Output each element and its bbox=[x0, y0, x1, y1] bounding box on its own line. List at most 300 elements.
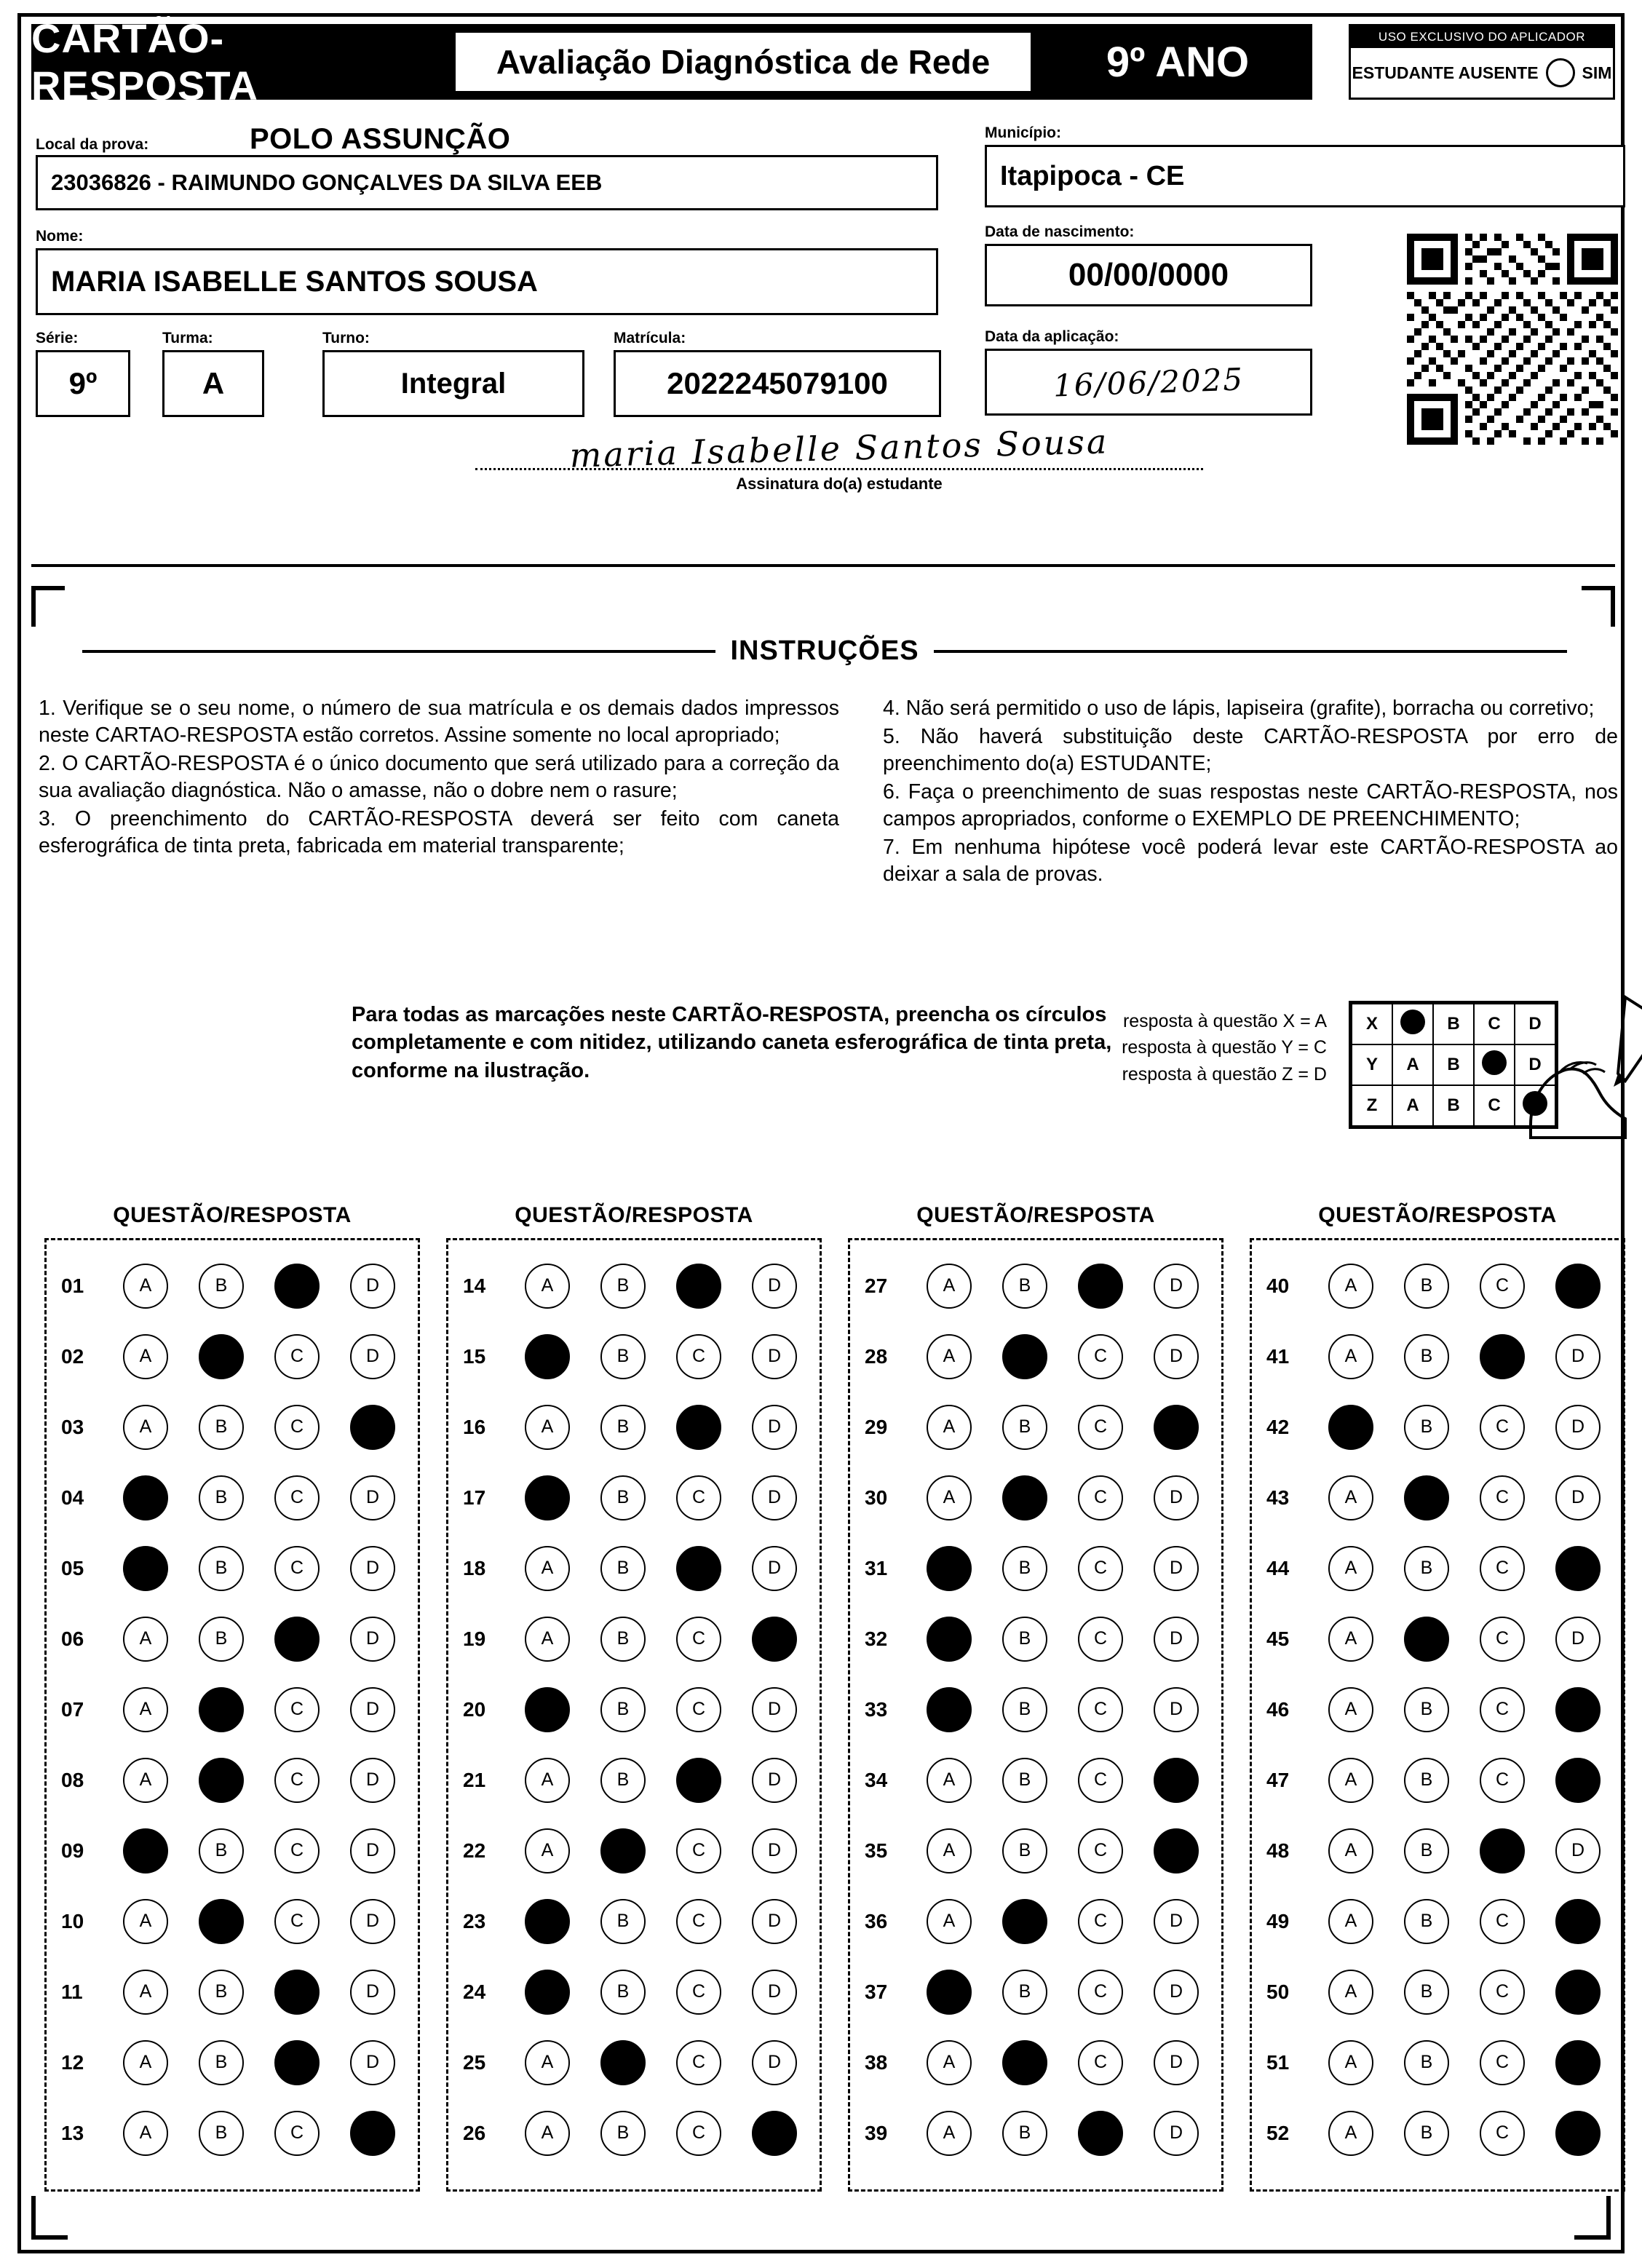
answer-bubble-a[interactable]: A bbox=[1328, 1687, 1373, 1732]
fill-example-legend-line: resposta à questão X = A bbox=[1122, 1011, 1327, 1031]
answer-bubble-a[interactable]: A bbox=[525, 1546, 570, 1591]
answer-bubble-c[interactable]: C bbox=[1480, 2040, 1525, 2085]
answer-bubble-c[interactable]: C bbox=[1480, 1758, 1525, 1803]
answer-bubble-c[interactable]: C bbox=[676, 1334, 721, 1379]
fill-example-row-label: X bbox=[1352, 1004, 1392, 1044]
question-number: 37 bbox=[865, 1980, 888, 2003]
answer-bubble-d[interactable]: D bbox=[752, 1758, 797, 1803]
question-number: 47 bbox=[1266, 1768, 1290, 1791]
answer-bubble-b[interactable]: B bbox=[199, 1264, 244, 1309]
answer-bubble-d[interactable]: D bbox=[1555, 1405, 1601, 1450]
absent-row[interactable] bbox=[1351, 48, 1613, 98]
option-group bbox=[509, 1264, 812, 1309]
question-number: 13 bbox=[61, 2121, 84, 2144]
fill-example-bubble-marked bbox=[1474, 1044, 1515, 1085]
answer-bubble-b[interactable]: B bbox=[1002, 1758, 1047, 1803]
option-group bbox=[911, 1899, 1214, 1944]
answer-bubble-a[interactable]: A bbox=[927, 1405, 972, 1450]
answer-bubble-a[interactable]: A bbox=[927, 1828, 972, 1874]
question-number: 19 bbox=[463, 1627, 486, 1650]
fill-example-bubble: D bbox=[1515, 1004, 1555, 1044]
question-row bbox=[456, 1886, 812, 1956]
answer-bubble-d[interactable] bbox=[1154, 1828, 1199, 1874]
answer-bubble-d[interactable]: D bbox=[350, 1970, 395, 2015]
option-group bbox=[1313, 1828, 1616, 1874]
fill-example-bubble: B bbox=[1433, 1085, 1474, 1126]
answer-bubble-b[interactable] bbox=[1002, 2040, 1047, 2085]
answer-bubble-c[interactable]: C bbox=[274, 1687, 320, 1732]
answer-bubble-a[interactable]: A bbox=[1328, 1899, 1373, 1944]
question-row bbox=[857, 1674, 1214, 1745]
question-row bbox=[54, 1462, 410, 1533]
question-row bbox=[456, 1674, 812, 1745]
answer-bubble-b[interactable]: B bbox=[1002, 1546, 1047, 1591]
answer-bubble-b[interactable] bbox=[1002, 1475, 1047, 1520]
answer-bubble-d[interactable]: D bbox=[1154, 1970, 1199, 2015]
answer-bubble-a[interactable]: A bbox=[927, 2111, 972, 2156]
answer-bubble-d[interactable]: D bbox=[1154, 2111, 1199, 2156]
answer-bubble-b[interactable]: B bbox=[199, 1828, 244, 1874]
answer-bubble-c[interactable]: C bbox=[1480, 1405, 1525, 1450]
answer-bubble-d[interactable]: D bbox=[350, 1475, 395, 1520]
option-group bbox=[108, 1828, 410, 1874]
answer-bubble-a[interactable] bbox=[525, 1334, 570, 1379]
answer-bubble-c[interactable]: C bbox=[1078, 1828, 1123, 1874]
answer-bubble-d[interactable] bbox=[752, 2111, 797, 2156]
answer-bubble-d[interactable]: D bbox=[1555, 1617, 1601, 1662]
answer-bubble-d[interactable]: D bbox=[1154, 1617, 1199, 1662]
answer-bubble-c[interactable]: C bbox=[1480, 1899, 1525, 1944]
question-number: 01 bbox=[61, 1274, 84, 1297]
answer-bubble-b[interactable]: B bbox=[600, 1899, 646, 1944]
absent-bubble-icon[interactable] bbox=[1546, 58, 1575, 87]
answer-bubble-a[interactable]: A bbox=[525, 1264, 570, 1309]
answer-bubble-d[interactable] bbox=[1154, 1405, 1199, 1450]
answer-bubble-d[interactable]: D bbox=[1555, 1334, 1601, 1379]
answer-bubble-d[interactable] bbox=[350, 2111, 395, 2156]
answer-bubble-c[interactable] bbox=[274, 1264, 320, 1309]
answer-bubble-b[interactable] bbox=[199, 1899, 244, 1944]
instructions-column-left bbox=[39, 695, 839, 861]
answer-bubble-d[interactable] bbox=[1555, 1758, 1601, 1803]
answer-bubble-d[interactable]: D bbox=[350, 1899, 395, 1944]
answer-bubble-b[interactable] bbox=[1002, 1899, 1047, 1944]
question-number: 34 bbox=[865, 1768, 888, 1791]
answer-bubble-c[interactable]: C bbox=[1480, 1617, 1525, 1662]
question-number: 31 bbox=[865, 1556, 888, 1579]
question-row bbox=[54, 1250, 410, 1321]
answer-bubble-b[interactable]: B bbox=[600, 1970, 646, 2015]
answer-bubble-d[interactable] bbox=[1555, 1687, 1601, 1732]
answer-bubble-b[interactable]: B bbox=[199, 2111, 244, 2156]
answer-bubble-d[interactable]: D bbox=[1154, 2040, 1199, 2085]
answer-bubble-c[interactable]: C bbox=[274, 1828, 320, 1874]
answer-bubble-d[interactable]: D bbox=[752, 1334, 797, 1379]
question-row bbox=[857, 1815, 1214, 1886]
answer-bubble-b[interactable]: B bbox=[1404, 1334, 1449, 1379]
answer-bubble-c[interactable]: C bbox=[274, 1758, 320, 1803]
answer-bubble-d[interactable] bbox=[1555, 1546, 1601, 1591]
signature-label: Assinatura do(a) estudante bbox=[736, 475, 943, 493]
answer-bubble-d[interactable] bbox=[1555, 2040, 1601, 2085]
answer-bubble-b[interactable] bbox=[600, 1828, 646, 1874]
question-row bbox=[857, 1603, 1214, 1674]
answer-bubble-d[interactable] bbox=[1555, 2111, 1601, 2156]
answer-bubble-c[interactable]: C bbox=[1480, 1687, 1525, 1732]
answer-bubble-b[interactable] bbox=[1002, 1334, 1047, 1379]
answer-bubble-c[interactable] bbox=[1078, 1264, 1123, 1309]
answer-bubble-c[interactable] bbox=[274, 2040, 320, 2085]
answer-bubble-a[interactable]: A bbox=[123, 1687, 168, 1732]
answer-bubble-d[interactable]: D bbox=[1154, 1899, 1199, 1944]
answer-bubble-b[interactable]: B bbox=[1404, 1828, 1449, 1874]
answer-column-body bbox=[44, 1238, 420, 2192]
answer-bubble-a[interactable]: A bbox=[1328, 1264, 1373, 1309]
answer-bubble-a[interactable] bbox=[927, 1970, 972, 2015]
applicator-box bbox=[1349, 24, 1615, 100]
answer-bubble-b[interactable]: B bbox=[1002, 1405, 1047, 1450]
answer-bubble-a[interactable] bbox=[1328, 1405, 1373, 1450]
answer-bubble-d[interactable]: D bbox=[350, 1546, 395, 1591]
answer-bubble-c[interactable] bbox=[676, 1546, 721, 1591]
option-group bbox=[108, 1617, 410, 1662]
answer-bubble-d[interactable]: D bbox=[752, 1475, 797, 1520]
fill-example-bubble: B bbox=[1433, 1004, 1474, 1044]
question-number: 50 bbox=[1266, 1980, 1290, 2003]
answer-bubble-c[interactable]: C bbox=[676, 1899, 721, 1944]
answer-bubble-d[interactable]: D bbox=[1154, 1264, 1199, 1309]
answer-bubble-d[interactable]: D bbox=[752, 1546, 797, 1591]
answer-bubble-b[interactable]: B bbox=[600, 1758, 646, 1803]
answer-bubble-c[interactable]: C bbox=[1078, 1617, 1123, 1662]
answer-bubble-a[interactable]: A bbox=[927, 1264, 972, 1309]
fill-example-legend-line: resposta à questão Z = D bbox=[1122, 1063, 1327, 1085]
answer-bubble-d[interactable]: D bbox=[1154, 1334, 1199, 1379]
answer-bubble-a[interactable]: A bbox=[1328, 1970, 1373, 2015]
answer-bubble-d[interactable] bbox=[1555, 1899, 1601, 1944]
answer-bubble-c[interactable]: C bbox=[274, 2111, 320, 2156]
answer-bubble-b[interactable] bbox=[600, 2040, 646, 2085]
answer-bubble-b[interactable]: B bbox=[1404, 1899, 1449, 1944]
answer-bubble-a[interactable]: A bbox=[123, 1758, 168, 1803]
answer-bubble-b[interactable]: B bbox=[199, 1546, 244, 1591]
answer-bubble-b[interactable]: B bbox=[1404, 1758, 1449, 1803]
answer-bubble-c[interactable]: C bbox=[1078, 1546, 1123, 1591]
answer-bubble-b[interactable]: B bbox=[1404, 2111, 1449, 2156]
answer-bubble-b[interactable]: B bbox=[600, 1687, 646, 1732]
answer-bubble-a[interactable] bbox=[123, 1546, 168, 1591]
turno-label: Turno: bbox=[322, 330, 370, 346]
option-group bbox=[509, 1405, 812, 1450]
answer-bubble-a[interactable]: A bbox=[927, 1899, 972, 1944]
answer-bubble-c[interactable] bbox=[1480, 1334, 1525, 1379]
answer-bubble-a[interactable]: A bbox=[123, 1899, 168, 1944]
answer-bubble-b[interactable]: B bbox=[600, 1334, 646, 1379]
answer-bubble-b[interactable]: B bbox=[1404, 1546, 1449, 1591]
answer-bubble-c[interactable]: C bbox=[676, 1617, 721, 1662]
answer-bubble-a[interactable]: A bbox=[123, 1264, 168, 1309]
answer-bubble-c[interactable]: C bbox=[1078, 1758, 1123, 1803]
answer-bubble-c[interactable]: C bbox=[1078, 1405, 1123, 1450]
answer-bubble-b[interactable]: B bbox=[1002, 1264, 1047, 1309]
answer-bubble-a[interactable]: A bbox=[1328, 1475, 1373, 1520]
answer-bubble-a[interactable] bbox=[525, 1687, 570, 1732]
answer-bubble-c[interactable] bbox=[274, 1617, 320, 1662]
answer-bubble-d[interactable]: D bbox=[1555, 1475, 1601, 1520]
answer-bubble-b[interactable] bbox=[1404, 1617, 1449, 1662]
hand-with-pen-icon bbox=[1516, 994, 1642, 1139]
local-label: Local da prova: bbox=[36, 136, 149, 153]
option-group bbox=[911, 2040, 1214, 2085]
answer-bubble-b[interactable]: B bbox=[600, 1475, 646, 1520]
answer-bubble-c[interactable]: C bbox=[676, 1828, 721, 1874]
answer-bubble-a[interactable]: A bbox=[927, 2040, 972, 2085]
answer-bubble-d[interactable] bbox=[752, 1617, 797, 1662]
fill-example-row-label: Z bbox=[1352, 1085, 1392, 1126]
answer-bubble-a[interactable]: A bbox=[525, 2040, 570, 2085]
question-number: 52 bbox=[1266, 2121, 1290, 2144]
answer-bubble-c[interactable]: C bbox=[274, 1899, 320, 1944]
answer-bubble-c[interactable]: C bbox=[676, 1475, 721, 1520]
answer-bubble-b[interactable]: B bbox=[1404, 1687, 1449, 1732]
answer-bubble-c[interactable] bbox=[676, 1264, 721, 1309]
answer-bubble-a[interactable] bbox=[123, 1475, 168, 1520]
answer-bubble-d[interactable] bbox=[350, 1405, 395, 1450]
grade-badge: 9º ANO bbox=[1043, 24, 1312, 100]
answer-bubble-a[interactable]: A bbox=[1328, 2111, 1373, 2156]
answer-bubble-c[interactable] bbox=[1480, 1828, 1525, 1874]
answer-bubble-b[interactable]: B bbox=[199, 1405, 244, 1450]
question-number: 25 bbox=[463, 2050, 486, 2074]
answer-bubble-d[interactable]: D bbox=[752, 1970, 797, 2015]
corner-mark-top-right bbox=[1582, 586, 1615, 627]
answer-bubble-c[interactable]: C bbox=[676, 2111, 721, 2156]
answer-bubble-b[interactable]: B bbox=[199, 2040, 244, 2085]
answer-bubble-c[interactable]: C bbox=[1078, 1475, 1123, 1520]
answer-bubble-a[interactable]: A bbox=[525, 1758, 570, 1803]
corner-mark-bottom-right bbox=[1574, 2196, 1611, 2240]
answer-bubble-b[interactable]: B bbox=[1404, 1405, 1449, 1450]
option-group bbox=[1313, 1970, 1616, 2015]
question-row bbox=[456, 1815, 812, 1886]
answer-bubble-a[interactable]: A bbox=[123, 1970, 168, 2015]
option-group bbox=[1313, 1475, 1616, 1520]
question-number: 05 bbox=[61, 1556, 84, 1579]
answer-bubble-a[interactable]: A bbox=[123, 2111, 168, 2156]
question-row bbox=[1259, 1250, 1616, 1321]
answer-bubble-c[interactable]: C bbox=[1480, 1475, 1525, 1520]
answer-bubble-b[interactable]: B bbox=[1002, 1970, 1047, 2015]
answer-bubble-d[interactable]: D bbox=[350, 1828, 395, 1874]
question-row bbox=[54, 1321, 410, 1392]
signature-handwriting: maria Isabelle Santos Sousa bbox=[569, 421, 1109, 475]
question-row bbox=[857, 1462, 1214, 1533]
answer-bubble-c[interactable]: C bbox=[274, 1475, 320, 1520]
option-group bbox=[108, 2111, 410, 2156]
answers-section bbox=[31, 1203, 1615, 2237]
answer-bubble-a[interactable] bbox=[927, 1687, 972, 1732]
answer-bubble-d[interactable]: D bbox=[350, 1687, 395, 1732]
answer-bubble-a[interactable]: A bbox=[1328, 1758, 1373, 1803]
answer-bubble-d[interactable]: D bbox=[1154, 1475, 1199, 1520]
answer-bubble-a[interactable]: A bbox=[1328, 1546, 1373, 1591]
answer-bubble-c[interactable]: C bbox=[1078, 1899, 1123, 1944]
answer-bubble-a[interactable]: A bbox=[123, 2040, 168, 2085]
answer-bubble-a[interactable]: A bbox=[1328, 1828, 1373, 1874]
answer-column-4 bbox=[1250, 1203, 1625, 2192]
answer-bubble-d[interactable]: D bbox=[752, 1264, 797, 1309]
answer-bubble-b[interactable]: B bbox=[1404, 1264, 1449, 1309]
answer-bubble-c[interactable] bbox=[1078, 2111, 1123, 2156]
question-row bbox=[857, 1956, 1214, 2027]
answer-bubble-b[interactable]: B bbox=[1002, 1687, 1047, 1732]
answer-bubble-c[interactable]: C bbox=[1078, 1334, 1123, 1379]
answer-bubble-c[interactable]: C bbox=[274, 1546, 320, 1591]
answer-bubble-b[interactable]: B bbox=[199, 1475, 244, 1520]
answer-bubble-a[interactable]: A bbox=[1328, 2040, 1373, 2085]
question-number: 09 bbox=[61, 1839, 84, 1862]
absent-yes-label: SIM bbox=[1582, 63, 1612, 82]
answer-bubble-c[interactable]: C bbox=[676, 1687, 721, 1732]
answer-bubble-a[interactable] bbox=[927, 1546, 972, 1591]
fill-example-legend-line: resposta à questão Y = C bbox=[1122, 1037, 1327, 1058]
answer-bubble-d[interactable]: D bbox=[752, 1828, 797, 1874]
question-number: 27 bbox=[865, 1274, 888, 1297]
answer-bubble-c[interactable]: C bbox=[1078, 2040, 1123, 2085]
answer-bubble-b[interactable] bbox=[1404, 1475, 1449, 1520]
answer-bubble-c[interactable]: C bbox=[274, 1405, 320, 1450]
answer-bubble-c[interactable]: C bbox=[1480, 1970, 1525, 2015]
question-number: 03 bbox=[61, 1415, 84, 1438]
option-group bbox=[911, 2111, 1214, 2156]
question-number: 51 bbox=[1266, 2050, 1290, 2074]
answer-bubble-a[interactable]: A bbox=[525, 1828, 570, 1874]
page-title: CARTÃO-RESPOSTA bbox=[31, 24, 443, 100]
answer-bubble-b[interactable]: B bbox=[600, 1546, 646, 1591]
answer-bubble-b[interactable]: B bbox=[600, 2111, 646, 2156]
question-number: 48 bbox=[1266, 1839, 1290, 1862]
answer-bubble-c[interactable] bbox=[676, 1758, 721, 1803]
answer-bubble-c[interactable]: C bbox=[1078, 1687, 1123, 1732]
answer-bubble-a[interactable]: A bbox=[927, 1475, 972, 1520]
answer-bubble-b[interactable]: B bbox=[1002, 2111, 1047, 2156]
answer-bubble-a[interactable]: A bbox=[123, 1405, 168, 1450]
option-group bbox=[1313, 1546, 1616, 1591]
question-row bbox=[456, 2027, 812, 2098]
answer-bubble-b[interactable]: B bbox=[600, 1617, 646, 1662]
answer-bubble-c[interactable]: C bbox=[676, 1970, 721, 2015]
question-row bbox=[456, 2098, 812, 2168]
answer-bubble-b[interactable]: B bbox=[199, 1617, 244, 1662]
identification-section bbox=[31, 110, 1615, 493]
question-row bbox=[857, 1745, 1214, 1815]
answer-bubble-d[interactable]: D bbox=[752, 1899, 797, 1944]
question-row bbox=[1259, 1886, 1616, 1956]
option-group bbox=[911, 1405, 1214, 1450]
polo-value: POLO ASSUNÇÃO bbox=[250, 123, 511, 155]
answer-bubble-d[interactable] bbox=[1154, 1758, 1199, 1803]
answer-bubble-b[interactable]: B bbox=[600, 1264, 646, 1309]
birthdate-field: 00/00/0000 bbox=[985, 244, 1312, 306]
answer-bubble-d[interactable]: D bbox=[1555, 1828, 1601, 1874]
answer-bubble-a[interactable] bbox=[525, 1899, 570, 1944]
answer-bubble-d[interactable]: D bbox=[350, 2040, 395, 2085]
answer-bubble-b[interactable]: B bbox=[1404, 2040, 1449, 2085]
option-group bbox=[911, 1687, 1214, 1732]
answer-bubble-d[interactable]: D bbox=[350, 1617, 395, 1662]
answer-bubble-d[interactable]: D bbox=[1154, 1687, 1199, 1732]
answer-bubble-c[interactable] bbox=[676, 1405, 721, 1450]
answer-bubble-d[interactable]: D bbox=[752, 2040, 797, 2085]
answer-bubble-b[interactable] bbox=[199, 1334, 244, 1379]
answer-bubble-a[interactable] bbox=[525, 1475, 570, 1520]
answer-bubble-b[interactable] bbox=[199, 1758, 244, 1803]
answer-bubble-a[interactable]: A bbox=[927, 1758, 972, 1803]
answer-bubble-a[interactable] bbox=[525, 1970, 570, 2015]
answer-bubble-a[interactable] bbox=[123, 1828, 168, 1874]
answer-bubble-d[interactable]: D bbox=[752, 1405, 797, 1450]
question-number: 49 bbox=[1266, 1909, 1290, 1932]
answer-bubble-b[interactable]: B bbox=[199, 1970, 244, 2015]
answer-bubble-a[interactable]: A bbox=[123, 1334, 168, 1379]
question-number: 35 bbox=[865, 1839, 888, 1862]
option-group bbox=[1313, 1687, 1616, 1732]
answer-bubble-d[interactable]: D bbox=[1154, 1546, 1199, 1591]
question-number: 28 bbox=[865, 1344, 888, 1368]
answer-bubble-a[interactable]: A bbox=[525, 2111, 570, 2156]
answer-bubble-a[interactable]: A bbox=[525, 1617, 570, 1662]
answer-bubble-d[interactable]: D bbox=[350, 1758, 395, 1803]
answer-bubble-b[interactable]: B bbox=[1404, 1970, 1449, 2015]
answer-bubble-d[interactable]: D bbox=[752, 1687, 797, 1732]
answer-bubble-a[interactable]: A bbox=[1328, 1334, 1373, 1379]
instruction-item: 2. O CARTÃO-RESPOSTA é o único documento que será utilizado para a correção da sua avaliação diagnóstica. Não o amasse, não o dobre nem o rasure; bbox=[39, 752, 839, 803]
absent-label: ESTUDANTE AUSENTE bbox=[1352, 63, 1539, 82]
birthdate-label: Data de nascimento: bbox=[985, 223, 1135, 240]
question-row bbox=[1259, 1745, 1616, 1815]
answer-bubble-c[interactable]: C bbox=[1480, 2111, 1525, 2156]
answer-bubble-d[interactable]: D bbox=[350, 1334, 395, 1379]
answer-bubble-c[interactable]: C bbox=[1480, 1546, 1525, 1591]
answer-bubble-b[interactable]: B bbox=[1002, 1617, 1047, 1662]
answer-bubble-d[interactable]: D bbox=[350, 1264, 395, 1309]
answer-bubble-c[interactable]: C bbox=[676, 2040, 721, 2085]
answer-bubble-a[interactable]: A bbox=[525, 1405, 570, 1450]
answer-bubble-a[interactable] bbox=[927, 1617, 972, 1662]
answer-bubble-b[interactable] bbox=[199, 1687, 244, 1732]
question-row bbox=[456, 1250, 812, 1321]
answer-bubble-b[interactable]: B bbox=[600, 1405, 646, 1450]
instructions-section bbox=[31, 579, 1618, 1175]
question-number: 11 bbox=[61, 1980, 83, 2003]
question-row bbox=[1259, 1462, 1616, 1533]
answer-bubble-c[interactable] bbox=[274, 1970, 320, 2015]
question-row bbox=[857, 1321, 1214, 1392]
option-group bbox=[108, 1687, 410, 1732]
answer-bubble-a[interactable]: A bbox=[123, 1617, 168, 1662]
answer-bubble-c[interactable]: C bbox=[1078, 1970, 1123, 2015]
question-row bbox=[1259, 1674, 1616, 1745]
answer-bubble-d[interactable] bbox=[1555, 1970, 1601, 2015]
signature-area bbox=[439, 421, 1240, 493]
answer-bubble-c[interactable]: C bbox=[274, 1334, 320, 1379]
answer-bubble-a[interactable]: A bbox=[927, 1334, 972, 1379]
answer-bubble-a[interactable]: A bbox=[1328, 1617, 1373, 1662]
fill-instructions-note: Para todas as marcações neste CARTÃO-RESPOSTA, preencha os círculos completamente e com nitidez, utilizando caneta esferográfica de tinta preta, conforme na ilustração. bbox=[352, 1003, 1112, 1082]
answer-bubble-d[interactable] bbox=[1555, 1264, 1601, 1309]
answer-bubble-c[interactable]: C bbox=[1480, 1264, 1525, 1309]
answer-bubble-b[interactable]: B bbox=[1002, 1828, 1047, 1874]
